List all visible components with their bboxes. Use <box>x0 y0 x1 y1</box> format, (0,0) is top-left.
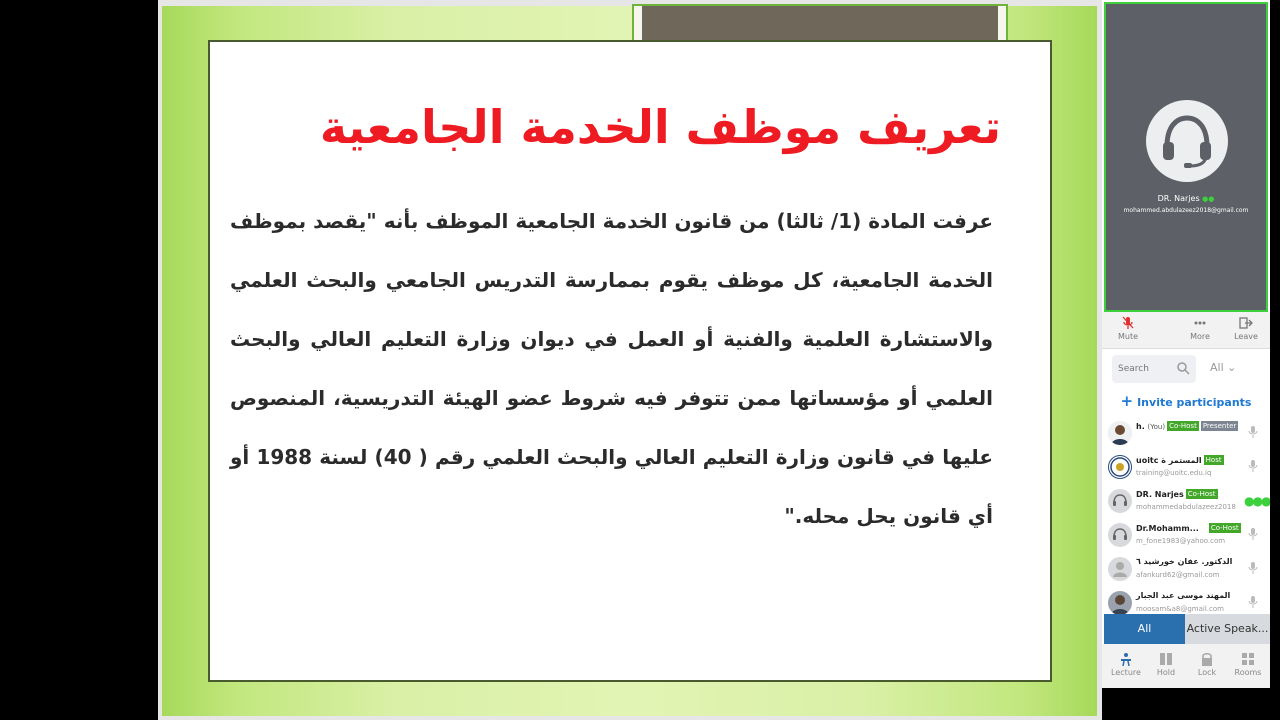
participant-email: training@uoitc.edu.iq <box>1136 469 1212 477</box>
rooms-label: Rooms <box>1234 668 1262 677</box>
photo-avatar-icon <box>1108 591 1132 614</box>
participant-email: moosam&a8@gmail.com <box>1136 605 1224 613</box>
cohost-badge: Co-Host <box>1187 490 1216 498</box>
invite-participants-button[interactable] <box>1102 392 1270 410</box>
cohost-badge: Co-Host <box>1210 524 1239 532</box>
presentation-area <box>158 0 1102 720</box>
participant-row[interactable] <box>1102 584 1270 614</box>
hold-button[interactable] <box>1146 652 1186 677</box>
participant-name: h. <box>1136 422 1145 431</box>
tab-all[interactable]: All <box>1104 614 1185 644</box>
more-label: More <box>1190 332 1210 341</box>
participant-list <box>1102 414 1270 614</box>
more-button[interactable] <box>1180 316 1220 341</box>
speaker-name: DR. Narjes <box>1157 194 1200 203</box>
meeting-side-panel <box>1102 0 1270 688</box>
cohost-badge: Co-Host <box>1169 422 1197 430</box>
participant-name: المهند موسى عبد الجبار <box>1136 591 1231 600</box>
lecture-button[interactable] <box>1106 652 1146 677</box>
search-icon[interactable] <box>1176 361 1190 375</box>
participant-name: Dr.Mohamm... <box>1136 524 1199 533</box>
participant-filter-dropdown[interactable] <box>1210 361 1236 374</box>
mute-label: Mute <box>1117 332 1139 341</box>
host-badge: Host <box>1205 456 1222 464</box>
bottom-toolbar <box>1102 644 1270 688</box>
participant-row[interactable] <box>1102 550 1270 584</box>
mic-muted-icon <box>1121 316 1135 330</box>
tab-active-speakers[interactable]: Active Speak... <box>1185 614 1270 644</box>
leave-label: Leave <box>1234 332 1258 341</box>
user-avatar-icon <box>1108 557 1132 581</box>
rooms-grid-icon <box>1240 652 1256 666</box>
lock-icon <box>1199 652 1215 666</box>
chevron-down-icon: ⌄ <box>1227 361 1237 374</box>
plus-icon: + <box>1120 392 1134 410</box>
headset-avatar-icon <box>1108 523 1132 547</box>
lecture-icon <box>1118 652 1134 666</box>
mic-icon[interactable] <box>1248 596 1258 608</box>
search-input[interactable] <box>1118 361 1172 377</box>
you-label: (You) <box>1147 423 1166 431</box>
participant-search-row <box>1102 349 1270 391</box>
headset-avatar-icon <box>1146 100 1228 182</box>
participant-email: m_fone1983@yahoo.com <box>1136 537 1226 545</box>
speaker-email: mohammed.abdulazeez2018@gmail.com <box>1123 207 1249 214</box>
participant-tabs <box>1104 614 1270 644</box>
presenter-badge: Presenter <box>1202 422 1237 430</box>
pause-icon <box>1158 652 1174 666</box>
participant-name: الدكتور. عفان خورشيد ٦ <box>1136 557 1233 566</box>
lock-button[interactable] <box>1187 652 1227 677</box>
participant-email: afankurd62@gmail.com <box>1136 571 1220 579</box>
participant-row[interactable] <box>1102 414 1270 448</box>
speaking-indicator-icon: ●●● <box>1244 494 1270 508</box>
lock-label: Lock <box>1197 668 1217 677</box>
participant-email: mohammedabdulazeez2018 <box>1136 503 1236 511</box>
search-box[interactable] <box>1112 355 1196 383</box>
rooms-button[interactable] <box>1228 652 1268 677</box>
slide-title: تعريف موظف الخدمة الجامعية <box>319 100 1001 154</box>
mic-icon[interactable] <box>1248 562 1258 574</box>
headset-avatar-icon <box>1108 489 1132 513</box>
mic-icon[interactable] <box>1248 460 1258 472</box>
logo-avatar-icon <box>1108 455 1132 479</box>
speaking-indicator-icon: ●● <box>1202 195 1215 203</box>
participant-row[interactable] <box>1102 516 1270 550</box>
participant-name: uoitc المستمر ة <box>1136 456 1202 465</box>
active-speaker-video[interactable] <box>1104 2 1268 312</box>
call-controls <box>1102 312 1270 349</box>
hold-label: Hold <box>1156 668 1176 677</box>
participant-name: DR. Narjes <box>1136 490 1184 499</box>
slide-body-text: عرفت المادة (1/ ثالثا) من قانون الخدمة الجامعية الموظف بأنه "يقصد بموظف الخدمة الجامعية، كل موظف يقوم بممارسة التدريس الجامعي والبحث العلمي والاستشارة العلمية والفنية أو العمل في ديوان وزارة التعليم العالي والبحث العلمي أو مؤسساتها ممن تتوفر فيه شروط عضو الهيئة التدريسية، المنصوص عليها في قانون وزارة التعليم العالي والبحث العلمي رقم ( 40) لسنة 1988 أو أي قانون يحل محله." <box>230 209 993 528</box>
invite-label: Invite participants <box>1137 396 1252 409</box>
mic-icon[interactable] <box>1248 426 1258 438</box>
mute-button[interactable] <box>1108 316 1148 341</box>
mic-icon[interactable] <box>1248 528 1258 540</box>
lecture-label: Lecture <box>1111 668 1141 677</box>
more-dots-icon <box>1193 316 1207 330</box>
participant-row[interactable] <box>1102 448 1270 482</box>
slide <box>162 6 1097 716</box>
filter-label: All <box>1210 361 1224 374</box>
leave-button[interactable] <box>1226 316 1266 341</box>
participant-row[interactable] <box>1102 482 1270 516</box>
photo-avatar-icon <box>1108 421 1132 445</box>
leave-icon <box>1239 316 1253 330</box>
